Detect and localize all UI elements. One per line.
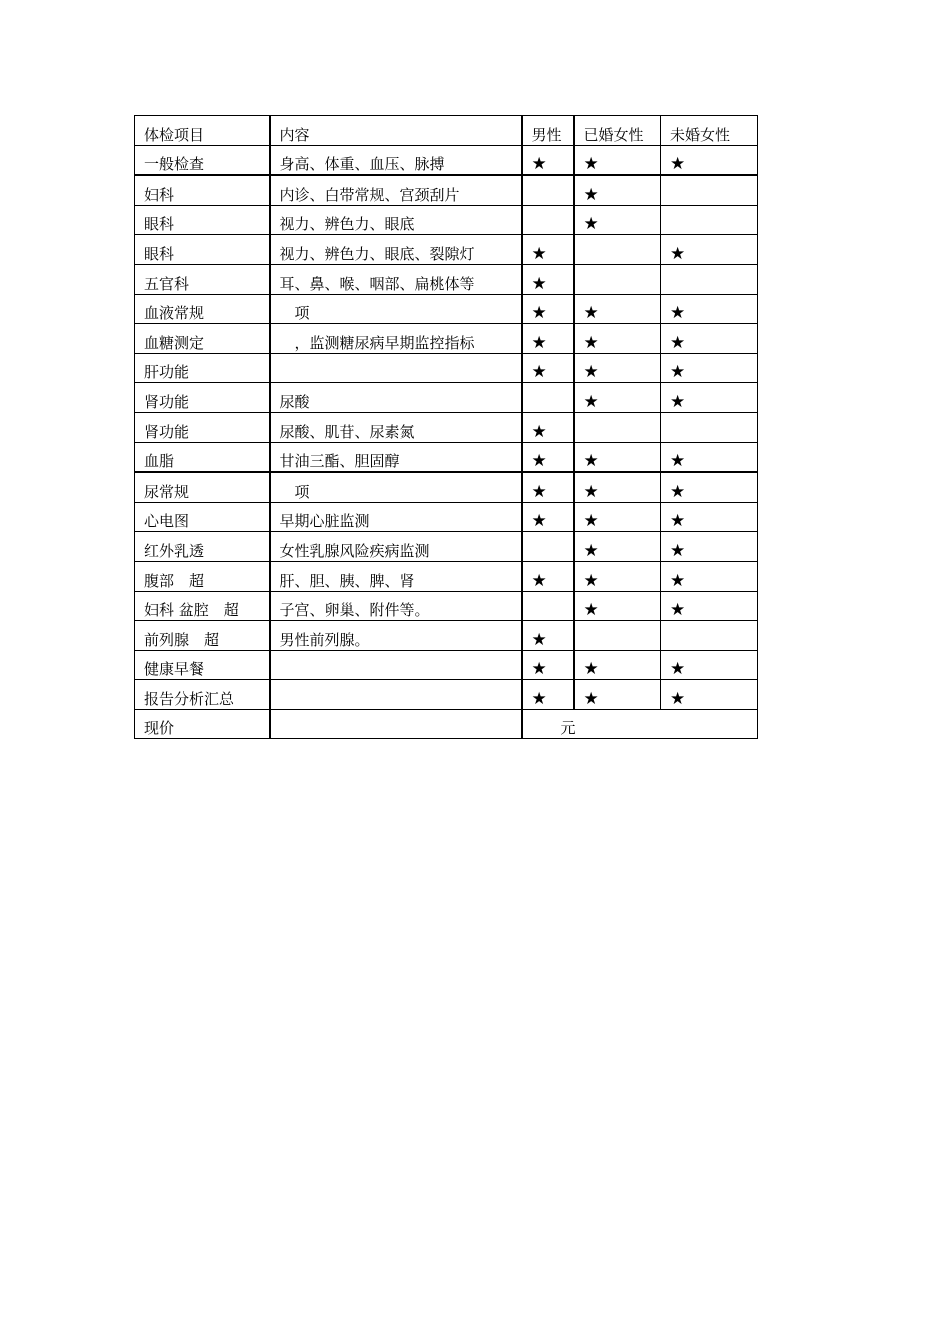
married-female-mark: ★ — [574, 532, 661, 562]
item-cell: 五官科 — [135, 264, 270, 294]
table-row — [135, 294, 758, 324]
content-cell: 甘油三酯、胆固醇 — [270, 442, 522, 472]
content-cell: 耳、鼻、喉、咽部、扁桃体等 — [270, 264, 522, 294]
table-row — [135, 205, 758, 235]
married-female-mark: ★ — [574, 591, 661, 621]
item-cell: 妇科 盆腔 超 — [135, 591, 270, 621]
item-cell: 肾功能 — [135, 383, 270, 413]
married-female-mark — [574, 235, 661, 265]
content-cell: 项 — [270, 472, 522, 502]
table-row — [135, 175, 758, 205]
content-cell: ，监测糖尿病早期监控指标 — [270, 324, 522, 354]
married-female-mark: ★ — [574, 680, 661, 710]
unmarried-female-mark: ★ — [661, 472, 758, 502]
price-row — [135, 709, 758, 739]
item-cell: 尿常规 — [135, 472, 270, 502]
unmarried-female-mark: ★ — [661, 680, 758, 710]
content-cell: 女性乳腺风险疾病监测 — [270, 532, 522, 562]
married-female-mark: ★ — [574, 502, 661, 532]
male-mark: ★ — [522, 294, 574, 324]
male-mark: ★ — [522, 502, 574, 532]
male-mark: ★ — [522, 442, 574, 472]
content-cell: 内诊、白带常规、宫颈刮片 — [270, 175, 522, 205]
price-value: 元 — [522, 709, 758, 739]
married-female-mark — [574, 412, 661, 442]
table-row — [135, 621, 758, 651]
unmarried-female-mark: ★ — [661, 145, 758, 175]
male-mark: ★ — [522, 145, 574, 175]
item-cell: 血脂 — [135, 442, 270, 472]
male-mark — [522, 383, 574, 413]
unmarried-female-mark: ★ — [661, 502, 758, 532]
male-mark: ★ — [522, 621, 574, 651]
content-cell: 男性前列腺。 — [270, 621, 522, 651]
content-cell — [270, 650, 522, 680]
male-mark — [522, 532, 574, 562]
table-row — [135, 502, 758, 532]
unmarried-female-mark: ★ — [661, 442, 758, 472]
unmarried-female-mark: ★ — [661, 650, 758, 680]
male-mark: ★ — [522, 353, 574, 383]
unmarried-female-mark: ★ — [661, 383, 758, 413]
unmarried-female-mark — [661, 264, 758, 294]
header-item: 体检项目 — [135, 116, 270, 146]
unmarried-female-mark: ★ — [661, 561, 758, 591]
table-row — [135, 650, 758, 680]
unmarried-female-mark: ★ — [661, 235, 758, 265]
married-female-mark: ★ — [574, 383, 661, 413]
item-cell: 心电图 — [135, 502, 270, 532]
married-female-mark: ★ — [574, 324, 661, 354]
unmarried-female-mark: ★ — [661, 353, 758, 383]
married-female-mark — [574, 264, 661, 294]
male-mark: ★ — [522, 561, 574, 591]
item-cell: 眼科 — [135, 235, 270, 265]
table-row — [135, 472, 758, 502]
married-female-mark — [574, 621, 661, 651]
item-cell: 血糖测定 — [135, 324, 270, 354]
content-cell: 尿酸、肌苷、尿素氮 — [270, 412, 522, 442]
health-check-table — [134, 115, 758, 739]
content-cell: 子宫、卵巢、附件等。 — [270, 591, 522, 621]
married-female-mark: ★ — [574, 145, 661, 175]
unmarried-female-mark — [661, 412, 758, 442]
unmarried-female-mark — [661, 205, 758, 235]
table-body — [135, 116, 758, 739]
male-mark — [522, 591, 574, 621]
table-row — [135, 561, 758, 591]
item-cell: 红外乳透 — [135, 532, 270, 562]
unmarried-female-mark: ★ — [661, 324, 758, 354]
table-header-row — [135, 116, 758, 146]
content-cell: 早期心脏监测 — [270, 502, 522, 532]
item-cell: 肾功能 — [135, 412, 270, 442]
item-cell: 腹部 超 — [135, 561, 270, 591]
table-row — [135, 680, 758, 710]
married-female-mark: ★ — [574, 205, 661, 235]
unmarried-female-mark: ★ — [661, 532, 758, 562]
content-cell: 身高、体重、血压、脉搏 — [270, 145, 522, 175]
table-row — [135, 532, 758, 562]
male-mark: ★ — [522, 264, 574, 294]
table-row — [135, 264, 758, 294]
item-cell: 眼科 — [135, 205, 270, 235]
item-cell: 妇科 — [135, 175, 270, 205]
item-cell: 报告分析汇总 — [135, 680, 270, 710]
table-row — [135, 591, 758, 621]
price-label: 现价 — [135, 709, 270, 739]
male-mark: ★ — [522, 472, 574, 502]
married-female-mark: ★ — [574, 175, 661, 205]
item-cell: 一般检查 — [135, 145, 270, 175]
content-cell — [270, 353, 522, 383]
content-cell: 视力、辨色力、眼底 — [270, 205, 522, 235]
table-row — [135, 442, 758, 472]
item-cell: 前列腺 超 — [135, 621, 270, 651]
table-row — [135, 353, 758, 383]
married-female-mark: ★ — [574, 561, 661, 591]
unmarried-female-mark — [661, 175, 758, 205]
item-cell: 血液常规 — [135, 294, 270, 324]
price-content — [270, 709, 522, 739]
male-mark: ★ — [522, 650, 574, 680]
married-female-mark: ★ — [574, 650, 661, 680]
table-row — [135, 412, 758, 442]
content-cell: 肝、胆、胰、脾、肾 — [270, 561, 522, 591]
table-row — [135, 383, 758, 413]
married-female-mark: ★ — [574, 442, 661, 472]
content-cell: 尿酸 — [270, 383, 522, 413]
item-cell: 健康早餐 — [135, 650, 270, 680]
male-mark: ★ — [522, 412, 574, 442]
content-cell: 项 — [270, 294, 522, 324]
male-mark — [522, 175, 574, 205]
unmarried-female-mark — [661, 621, 758, 651]
table-row — [135, 145, 758, 175]
male-mark — [522, 205, 574, 235]
male-mark: ★ — [522, 324, 574, 354]
married-female-mark: ★ — [574, 294, 661, 324]
header-male: 男性 — [522, 116, 574, 146]
header-unmarried-female: 未婚女性 — [661, 116, 758, 146]
table-row — [135, 324, 758, 354]
married-female-mark: ★ — [574, 472, 661, 502]
married-female-mark: ★ — [574, 353, 661, 383]
unmarried-female-mark: ★ — [661, 294, 758, 324]
male-mark: ★ — [522, 680, 574, 710]
table-row — [135, 235, 758, 265]
item-cell: 肝功能 — [135, 353, 270, 383]
content-cell: 视力、辨色力、眼底、裂隙灯 — [270, 235, 522, 265]
male-mark: ★ — [522, 235, 574, 265]
unmarried-female-mark: ★ — [661, 591, 758, 621]
header-married-female: 已婚女性 — [574, 116, 661, 146]
content-cell — [270, 680, 522, 710]
header-content: 内容 — [270, 116, 522, 146]
